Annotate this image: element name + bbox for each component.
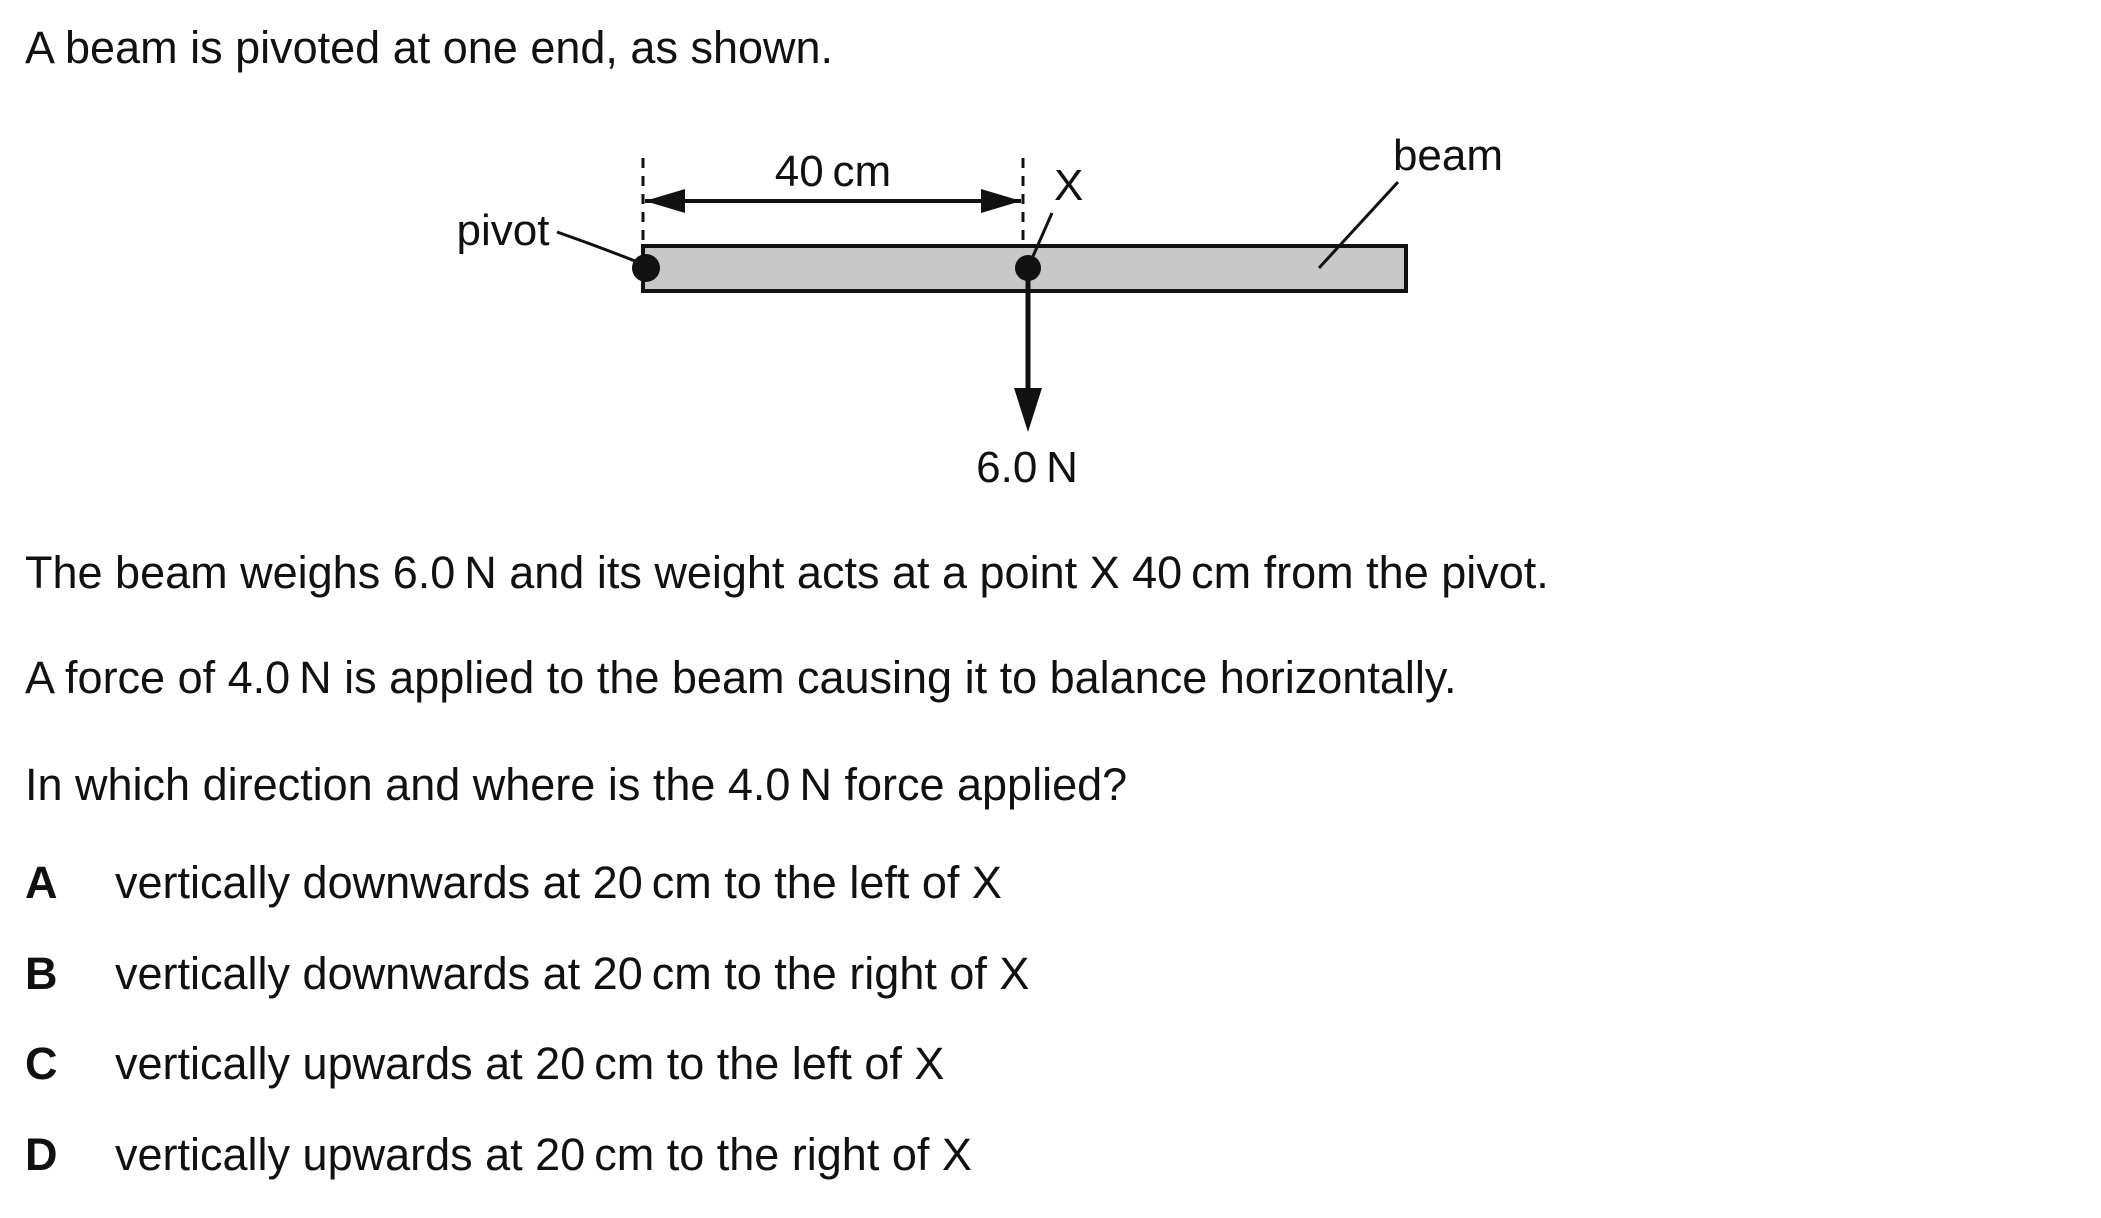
pivot-point (632, 254, 660, 282)
pivot-label: pivot (456, 206, 550, 255)
weight-arrow-head (1014, 388, 1042, 432)
distance-arrow-right-head (981, 189, 1021, 213)
option-text: vertically upwards at 20 cm to the left of X (115, 1038, 945, 1089)
option-letter: A (25, 857, 58, 908)
option-letter: B (25, 948, 58, 999)
option-letter: C (25, 1038, 58, 1089)
distance-label: 40 cm (774, 147, 892, 196)
statement-weight: The beam weighs 6.0 N and its weight acts at a point X 40 cm from the pivot. (25, 547, 1549, 598)
pivot-leader-line (557, 232, 640, 263)
option-text: vertically downwards at 20 cm to the right of X (115, 948, 1030, 999)
beam-label: beam (1392, 131, 1504, 180)
statement-applied-force: A force of 4.0 N is applied to the beam causing it to balance horizontally. (25, 652, 1457, 703)
option-text: vertically upwards at 20 cm to the right of X (115, 1129, 972, 1180)
force-label: 6.0 N (976, 443, 1078, 492)
question-text: In which direction and where is the 4.0 N force applied? (25, 759, 1128, 810)
beam-diagram (0, 0, 2101, 520)
option-letter: D (25, 1129, 58, 1180)
distance-arrow-left-head (645, 189, 685, 213)
x-point-label: X (1054, 161, 1084, 210)
option-text: vertically downwards at 20 cm to the left of X (115, 857, 1002, 908)
intro-text: A beam is pivoted at one end, as shown. (25, 22, 834, 73)
